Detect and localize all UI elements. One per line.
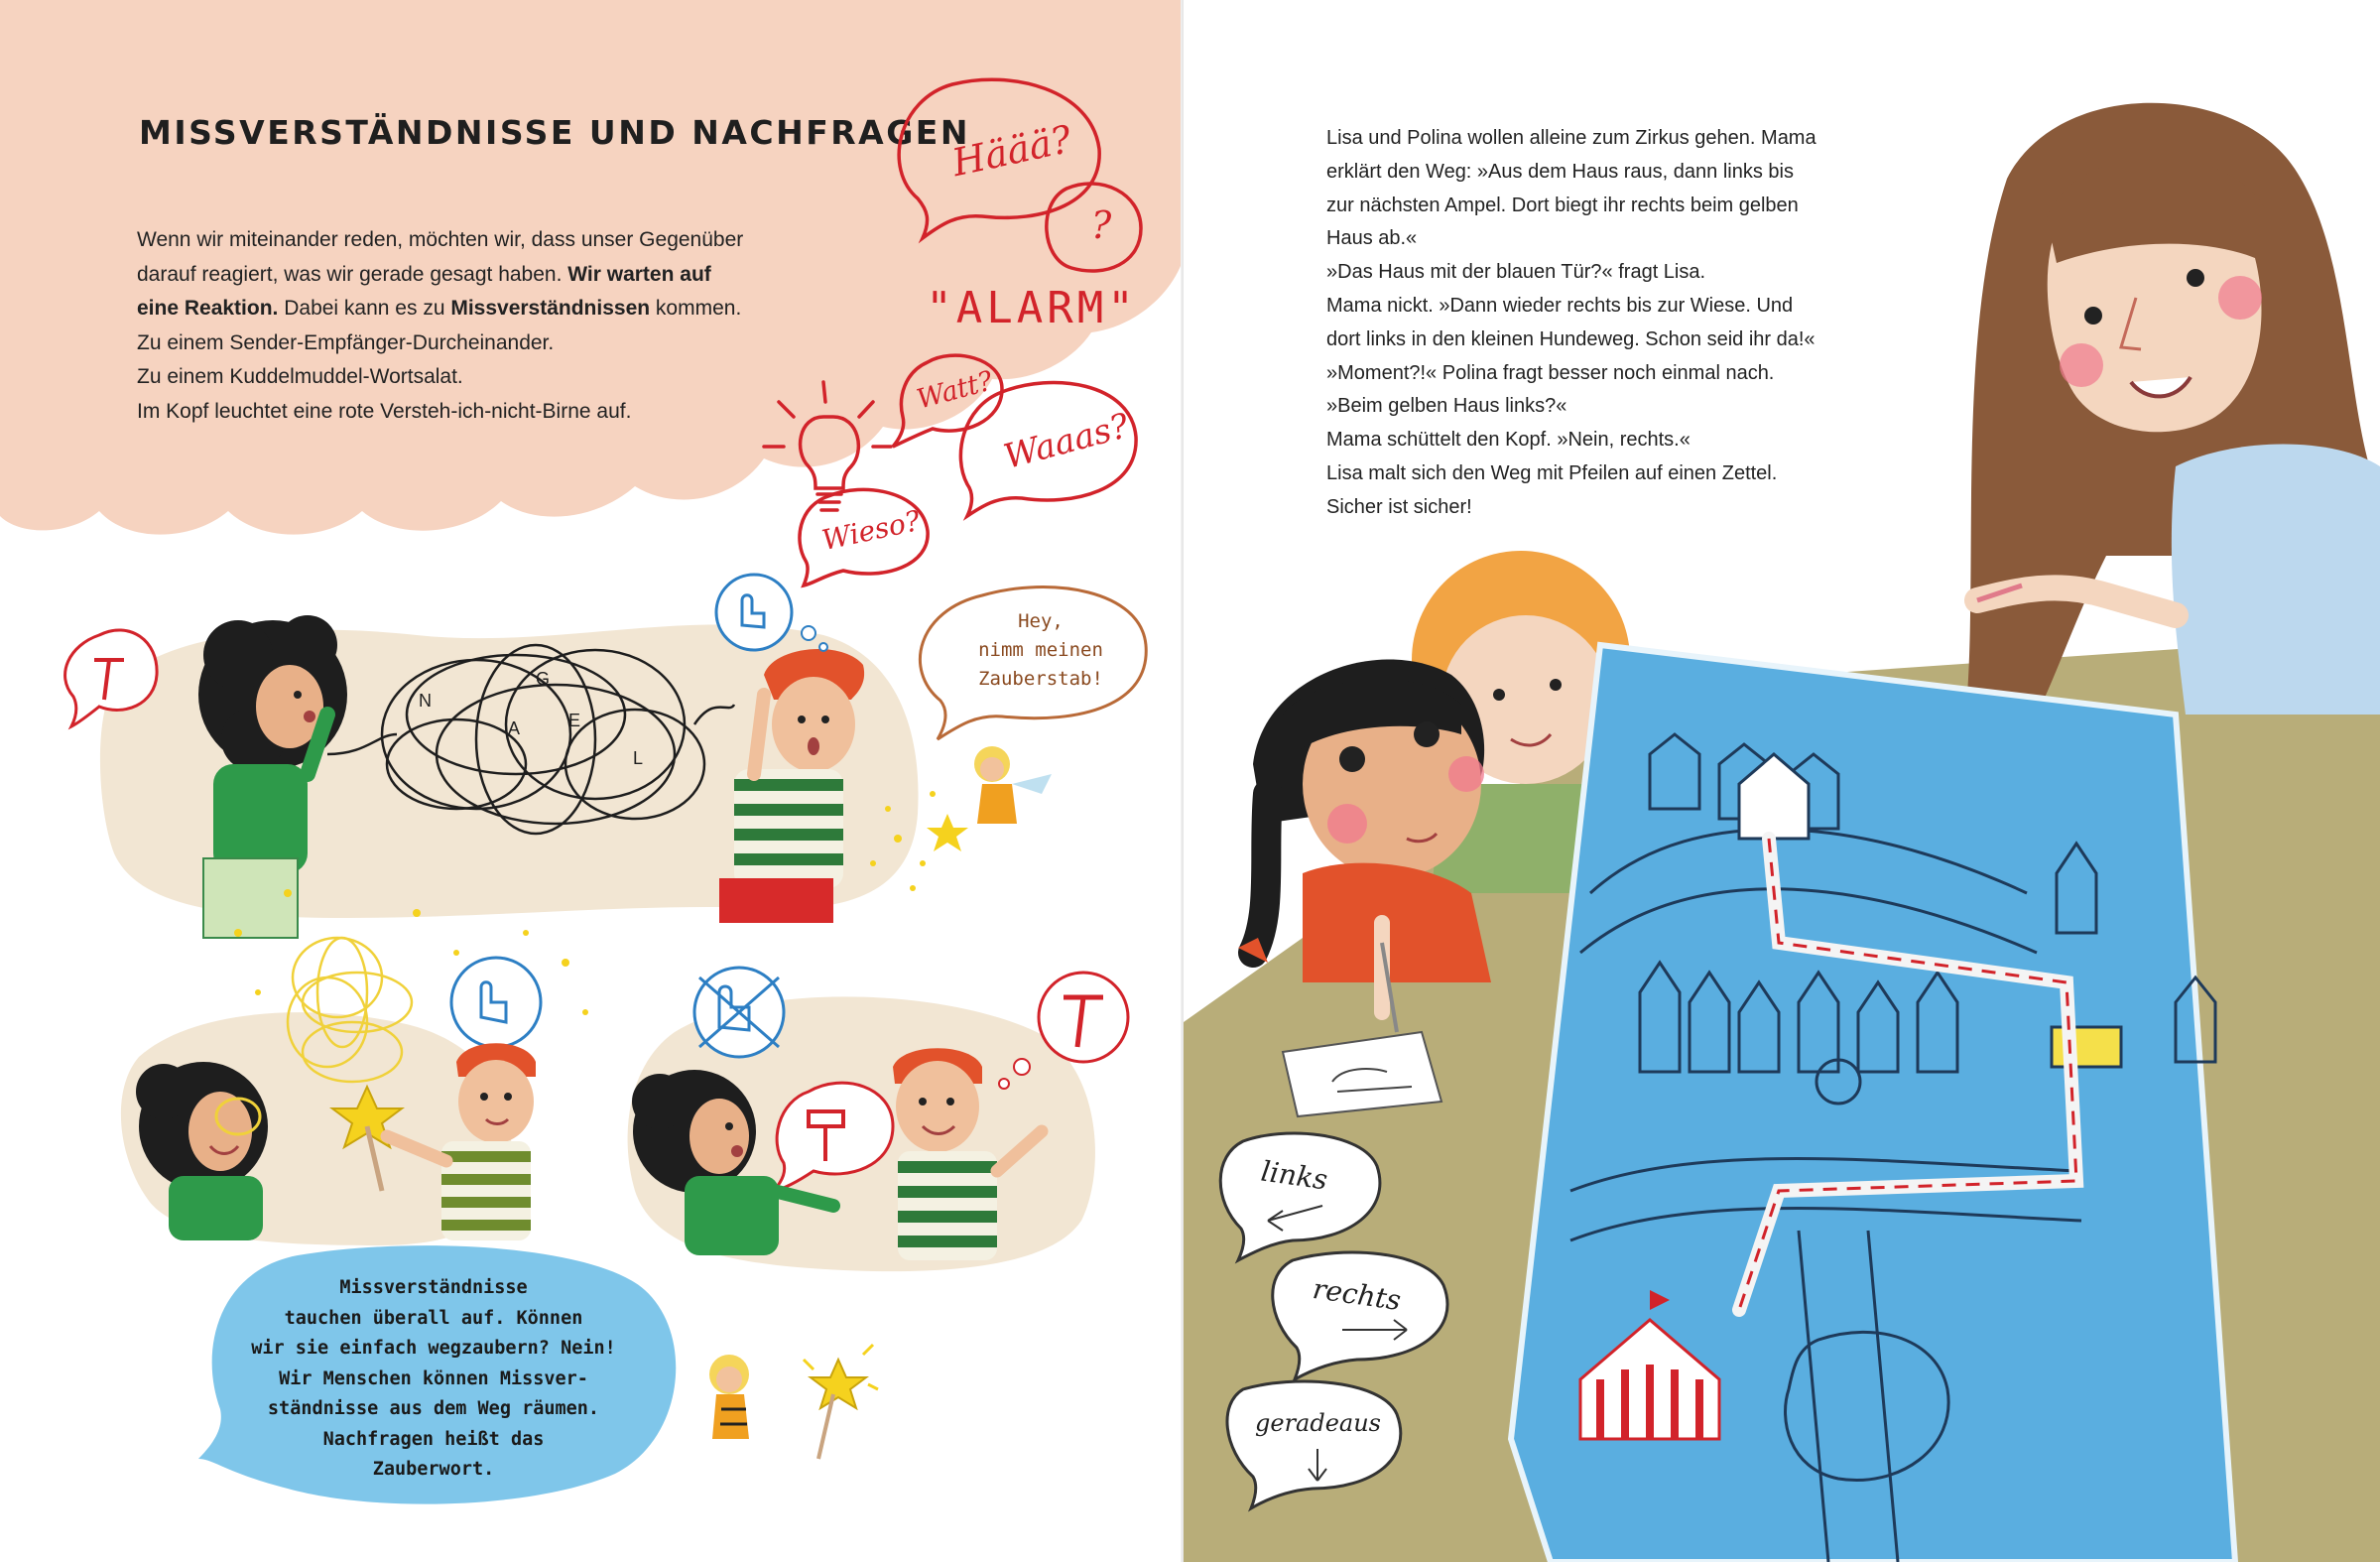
intro-text: kommen. <box>650 297 742 320</box>
woman-with-star-figure <box>136 1062 268 1240</box>
mother-figure <box>1967 103 2380 715</box>
story-line: erklärt den Weg: »Aus dem Haus raus, dann links bis <box>1326 160 1794 183</box>
hey-line: Zauberstab! <box>978 668 1103 690</box>
story-line: Haus ab.« <box>1326 227 1418 250</box>
story-text <box>1326 122 1942 525</box>
info-line: Nachfragen heißt das <box>322 1428 545 1450</box>
watt-label: Watt? <box>913 365 997 416</box>
yellow-house <box>2052 1027 2121 1067</box>
scribble-letter: E <box>568 711 581 730</box>
info-line: Wir Menschen können Missver- <box>279 1367 588 1389</box>
hey-bubble-text <box>946 607 1135 694</box>
wieso-label: Wieso? <box>818 503 924 558</box>
intro-bold: Missverständnissen <box>450 297 651 320</box>
story-line: »Moment?!« Polina fragt besser noch einmal nach. <box>1326 361 1775 384</box>
question-label: ? <box>1090 203 1112 247</box>
scribble-letter: N <box>419 691 432 711</box>
story-line: zur nächsten Ampel. Dort biegt ihr rechts beim gelben <box>1326 194 1799 216</box>
crossed-hand-bubble-icon <box>694 968 784 1057</box>
sign-language-bubble-icon <box>451 958 541 1047</box>
haeaeae-label: Häää? <box>948 116 1075 186</box>
intro-bold: eine Reaktion. <box>137 297 279 320</box>
info-line: ständnisse aus dem Weg räumen. <box>267 1398 600 1419</box>
story-line: Lisa und Polina wollen alleine zum Zirkus gehen. Mama <box>1326 127 1816 149</box>
story-line: Mama nickt. »Dann wieder rechts bis zur Wiese. Und <box>1326 294 1794 317</box>
fairy-figure <box>974 746 1052 824</box>
hey-line: Hey, <box>1018 610 1064 632</box>
story-line: »Beim gelben Haus links?« <box>1326 395 1567 418</box>
info-line: Zauberwort. <box>372 1459 495 1480</box>
intro-line: Wenn wir miteinander reden, möchten wir, dass unser Gegenüber <box>137 228 744 251</box>
pointing-hand-bubble-icon <box>716 575 827 651</box>
links-label: links <box>1259 1154 1330 1197</box>
alarm-label: "ALARM" <box>926 283 1138 333</box>
magic-wand-star-icon <box>804 1345 878 1459</box>
intro-bold: Wir warten auf <box>567 262 711 286</box>
hey-line: nimm meinen <box>978 639 1103 661</box>
geradeaus-label: geradeaus <box>1255 1409 1381 1437</box>
story-line: »Das Haus mit der blauen Tür?« fragt Lisa. <box>1326 261 1706 284</box>
scribble-letter: A <box>508 718 521 738</box>
intro-line: Zu einem Sender-Empfänger-Durcheinander. <box>137 330 555 354</box>
scribble-letter: L <box>633 748 644 768</box>
city-map <box>1511 645 2235 1562</box>
story-line: Sicher ist sicher! <box>1326 495 1472 518</box>
waaas-label: Waaas? <box>999 406 1134 477</box>
story-line: Mama schüttelt den Kopf. »Nein, rechts.« <box>1326 429 1691 452</box>
left-page <box>0 0 1184 1562</box>
fairy-small-figure <box>709 1355 749 1439</box>
page-title: MISSVERSTÄNDNISSE UND NACHFRAGEN <box>139 113 970 152</box>
intro-text: Dabei kann es zu <box>278 297 451 320</box>
story-line: Lisa malt sich den Weg mit Pfeilen auf einen Zettel. <box>1326 461 1778 484</box>
info-line: Missverständnisse <box>339 1277 528 1298</box>
story-line: dort links in den kleinen Hundeweg. Schon seid ihr da!« <box>1326 327 1816 350</box>
scribble-letter: G <box>536 669 551 689</box>
rechts-label: rechts <box>1311 1271 1404 1318</box>
info-line: tauchen überall auf. Können <box>284 1307 583 1329</box>
info-bubble-text <box>210 1273 657 1486</box>
intro-text: darauf reagiert, was wir gerade gesagt haben. <box>137 262 568 286</box>
intro-line: Zu einem Kuddelmuddel-Wortsalat. <box>137 365 463 388</box>
info-line: wir sie einfach wegzaubern? Nein! <box>251 1338 616 1359</box>
intro-line: Im Kopf leuchtet eine rote Versteh-ich-nicht-Birne auf. <box>137 399 632 423</box>
